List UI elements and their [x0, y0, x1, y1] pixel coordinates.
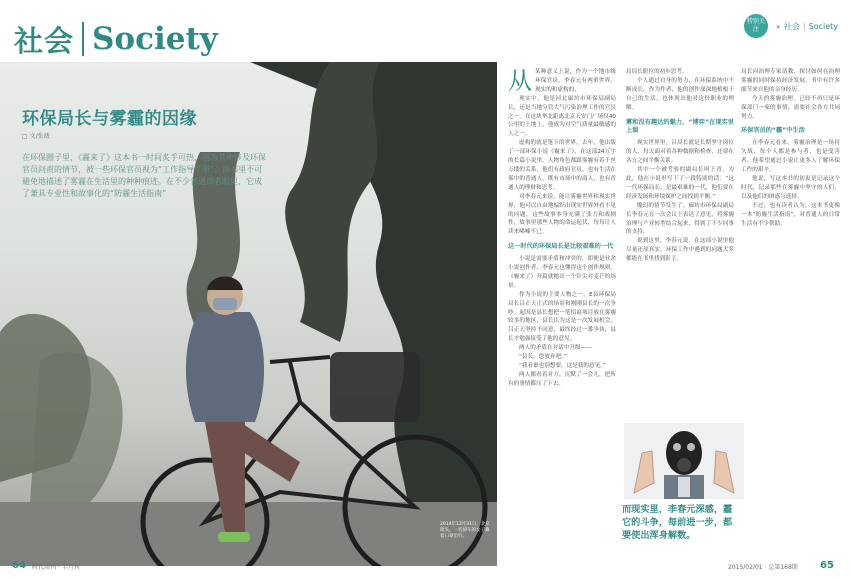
cyclist-photo	[0, 62, 497, 566]
section-title-zh: 社会	[14, 23, 75, 58]
text-column-1: 从某种意义上说，作为一个地市级环保官员，李春元有两重世界，现实的和虚构的。 现实中，他是河北廊坊市环保局副局长，还是当地分管大气污染治理工作的官员之一。在这块华北距离北京天安门广场仅40公里的土地上，他成为对空气质量最敏感的人之一。 虚构的就是笔下的世界。去年，他出版了一部环保小说《霾来了》，在这部24万字的长篇小说里，人物角色都跟雾霾有着千丝万缕的关系，他们有政府官员，也有生活在雾中的普通人，既有市场中的商人，也有普通人的理财和思考。 对李春元来说，能让雾霾世界和现实世界，他可以自由地编织出现实世界外看不见的问题，这些故事本身充满了张力和戏剧性，故事里那些人物的命运起伏，每每让人读来唏嘘不已。 这一时代的环保局长是比较艰难的一代 小说是需要矛盾和冲突的，即便是业余小说创作者，李春元也懂得这个创作规则。《霾来了》开篇就抛出一个针尖对麦芒的场景。 作为小说的主要人物之一，E县环保局局长吕正天正式的场景和刚刚县长的一次争吵。起因是县长想把一笔招商项目放在雾霾较多的地区，县长认为这是一次发展机会，吕正天坚持不同意，最终经过一番争执，县长才勉强接受了他的意见。 两人的矛盾在对话中升级—— “县长，您放弃吧。” “我看谁也别想要，这是我的意见。” 两人都看着对方，沉默了一会儿，把所有的事情都压了下去。	[508, 67, 616, 387]
section-title-en: Society	[92, 21, 218, 57]
article-title: 环保局长与雾霾的因缘	[22, 109, 197, 129]
feature-badge: 特别关注	[744, 14, 768, 38]
right-footer-date: 2015/02/01 · 总第168期	[728, 564, 798, 571]
section-header	[14, 18, 218, 60]
section-tag	[744, 14, 838, 38]
subheading-1: 这一时代的环保局长是比较艰难的一代	[508, 243, 614, 251]
pull-quote: 而现实里，李春元深感，霾它的斗争，每前进一步，都要使出浑身解数。	[622, 504, 733, 541]
subheading-3: 环保官员的“霾”中生活	[741, 127, 805, 135]
drop-cap: 从	[508, 67, 532, 95]
right-page-number: 65	[820, 560, 834, 571]
text-column-2: 局局长职位的初步思考。 个人通过自身的努力，在环保系统中不断成长。作为作者，他的创作深深地植根于自己的生活，也体现出他对这份职业的理解。 雾和没有趣达的魅力，“博弈”在现实里上演 现实世界里，吕局长就是长期坚守岗位的人，每天面对着各种数据和检查，还要在各方之间平衡关系。 其中一个被考验的副局长叫王青，为此，他在小说里写下了一段特别的话：“这一代环保局长，是最艰难的一代，他们要在经济发展和环境保护之间找到平衡。” 魔幻的情节发生了。廊坊市环保局副局长李春元在一次会议上表达了意见，将雾霾治理与产业转型结合起来，得到了不少同事的支持。 说到这里，李春元说，在这部小说里他尽量还原真实，环保工作中遇到的问题大多都能在书里找到影子。	[626, 69, 734, 263]
photo-caption: 2014年12月31日，北京街头。一名骑车的女子戴着口罩出行。	[440, 522, 490, 539]
text-column-3: 局长向治理专家请教，探讨如何在治理雾霾的同时保持经济发展。书中有许多细节来自他的亲身经历。 今天的雾霾治理，已经不再只是环保部门一家的事情，需要社会各方共同努力。 环保官员的“霾”中生活 在李春元看来，雾霾治理是一场持久战，每个人都是参与者，也是受害者。他希望通过小说让更多人了解环保工作的艰辛。 他说，写这本书的初衷是记录这个时代，记录那些在雾霾中坚守的人们，以及他们的困惑与选择。 不过，也有读者认为，这本书更像一本“防霾生活指南”，对普通人的日常生活有不少帮助。	[741, 69, 840, 227]
article-byline: □ 文/张薇	[22, 133, 50, 140]
left-page-number: 64	[12, 560, 26, 571]
section-breadcrumb: ▸ 社会 | Society	[776, 21, 838, 31]
article-lede: 在环保圈子里，《霾来了》这本书一时间炙手可热，因为其中涉及环保官员问责的情节，被一些环保官员视为“工作指导手册”。而书里不可避免地描述了雾霾在生活里的种种痕迹。在不少普通读者眼里，它成了兼具专业性和故事化的“防霾生活指南”	[22, 153, 266, 198]
header-divider	[82, 22, 84, 56]
subheading-2: 雾和没有趣达的魅力，“博弈”在现实里上演	[626, 118, 734, 135]
gas-mask-illustration	[624, 423, 744, 499]
left-footer-mag: 时代周刊 · 半月刊	[32, 564, 80, 571]
